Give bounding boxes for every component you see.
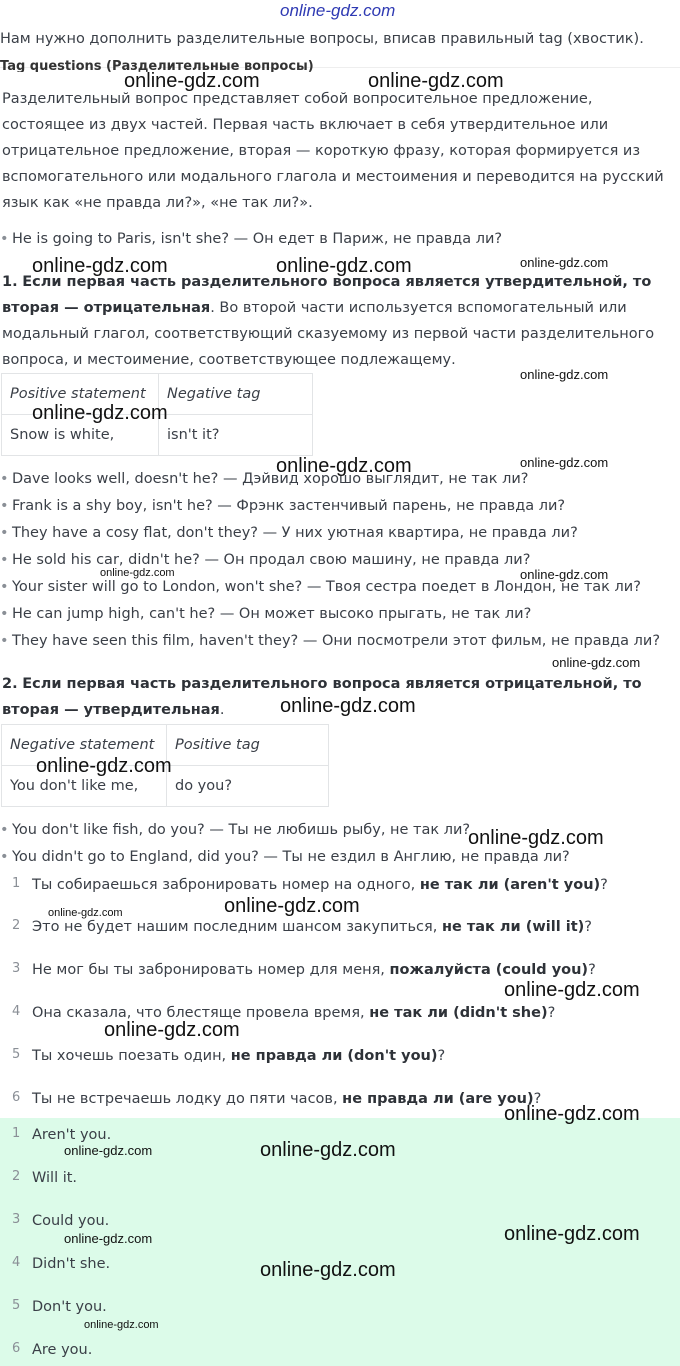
rule-2-bold: Если первая часть разделительного вопроса является отрицательной, то вторая — утвердительная <box>2 676 642 718</box>
watermark: online-gdz.com <box>260 1139 396 1161</box>
answer-number: 3 <box>12 1212 21 1227</box>
list-item: • Your sister will go to London, won't she? — Твоя сестра поедет в Лондон, не так ли? <box>12 574 676 600</box>
list-item: • He can jump high, can't he? — Он может высоко прыгать, не так ли? <box>12 601 676 627</box>
list-item: • They have seen this film, haven't they? — Они посмотрели этот фильм, не правда ли? <box>12 628 676 654</box>
task-item <box>0 916 680 938</box>
rule-1-number: 1. <box>2 274 18 290</box>
watermark: online-gdz.com <box>224 895 360 917</box>
answer-text: Could you. <box>32 1213 110 1229</box>
table1-cell-2: isn't it? <box>159 415 313 456</box>
task-text: Это не будет нашим последним шансом закупиться, не так ли (will it)? <box>32 919 592 935</box>
answer-item <box>0 1339 680 1361</box>
watermark: online-gdz.com <box>520 567 609 582</box>
task-item <box>0 1045 680 1067</box>
table2-header-1: Negative statement <box>2 725 167 766</box>
task-number: 6 <box>12 1090 21 1105</box>
definition-paragraph: Разделительный вопрос представляет собой вопросительное предложение, состоящее из двух частей. Первая часть включает в себя утвердительное или отрицательное предложение, вторая — короткую фразу, которая формируется из вспомогательного или модального глагола и местоимения и переводится на русский язык как «не правда ли?», «не так ли?». <box>2 91 664 211</box>
list-item: • You didn't go to England, did you? — Ты не ездил в Англию, не правда ли? <box>12 844 676 870</box>
watermark: online-gdz.com <box>32 402 168 424</box>
task-text: Ты хочешь поезать один, не правда ли (don't you)? <box>32 1048 446 1064</box>
watermark: online-gdz.com <box>368 70 504 92</box>
section-heading-cut: Tag questions (Разделительные вопросы) <box>0 60 314 72</box>
watermark: online-gdz.com <box>100 567 175 579</box>
top-watermark: online-gdz.com <box>280 1 396 20</box>
watermark: online-gdz.com <box>124 70 260 92</box>
list-item: • You don't like fish, do you? — Ты не любишь рыбу, не так ли? <box>12 817 676 843</box>
table2-header-2: Positive tag <box>167 725 329 766</box>
task-item <box>0 874 680 896</box>
task-number: 3 <box>12 961 21 976</box>
example-bullet: • He is going to Paris, isn't she? — Он едет в Париж, не правда ли? <box>12 226 676 252</box>
answer-number: 4 <box>12 1255 21 1270</box>
watermark: online-gdz.com <box>48 907 123 919</box>
watermark: online-gdz.com <box>276 455 412 477</box>
task-item <box>0 1002 680 1024</box>
watermark: online-gdz.com <box>104 1019 240 1041</box>
watermark: online-gdz.com <box>468 827 604 849</box>
watermark: online-gdz.com <box>504 1223 640 1245</box>
list-item: • They have a cosy flat, don't they? — У них уютная квартира, не правда ли? <box>12 520 676 546</box>
watermark: online-gdz.com <box>36 755 172 777</box>
table1-cell-1: Snow is white, <box>2 415 159 456</box>
answer-item <box>0 1296 680 1318</box>
watermark: online-gdz.com <box>64 1143 153 1158</box>
rule-1-rest: . Во второй части используется вспомогательный или модальный глагол, соответствующий сказуемому из первой части разделительного вопроса, и местоимение, соответствующее подлежащему. <box>2 300 655 368</box>
watermark: online-gdz.com <box>552 655 641 670</box>
task-number: 4 <box>12 1004 21 1019</box>
table1-header-2: Negative tag <box>159 374 313 415</box>
task-text: Не мог бы ты забронировать номер для меня, пожалуйста (could you)? <box>32 962 596 978</box>
table2-cell-1: You don't like me, <box>2 766 167 807</box>
table2-cell-2: do you? <box>167 766 329 807</box>
task-item <box>0 959 680 981</box>
watermark: online-gdz.com <box>504 979 640 1001</box>
answer-item <box>0 1167 680 1189</box>
watermark: online-gdz.com <box>520 255 609 270</box>
answer-text: Aren't you. <box>32 1127 112 1143</box>
answer-text: Didn't she. <box>32 1256 111 1272</box>
watermark: online-gdz.com <box>280 695 416 717</box>
table1-header-1: Positive statement <box>2 374 159 415</box>
watermark: online-gdz.com <box>520 367 609 382</box>
answer-text: Are you. <box>32 1342 93 1358</box>
rule-2-number: 2. <box>2 676 18 692</box>
watermark: online-gdz.com <box>260 1259 396 1281</box>
watermark: online-gdz.com <box>32 255 168 277</box>
answer-number: 1 <box>12 1126 21 1141</box>
answer-number: 2 <box>12 1169 21 1184</box>
task-number: 1 <box>12 876 21 891</box>
watermark: online-gdz.com <box>64 1231 153 1246</box>
answer-number: 6 <box>12 1341 21 1356</box>
answer-number: 5 <box>12 1298 21 1313</box>
task-text: Ты не встречаешь лодку до пяти часов, не правда ли (are you)? <box>32 1091 542 1107</box>
watermark: online-gdz.com <box>84 1319 159 1331</box>
list-item: • Dave looks well, doesn't he? — Дэйвид хорошо выглядит, не так ли? <box>12 466 676 492</box>
watermark: online-gdz.com <box>520 455 609 470</box>
answer-text: Don't you. <box>32 1299 107 1315</box>
watermark: online-gdz.com <box>276 255 412 277</box>
watermark: online-gdz.com <box>504 1103 640 1125</box>
rule-2-rest: . <box>219 702 225 718</box>
task-number: 2 <box>12 918 21 933</box>
rule-1 <box>2 269 678 373</box>
rule-1-bold: Если первая часть разделительного вопроса является утвердительной, то вторая — отрицательная <box>2 274 652 316</box>
task-text: Она сказала, что блестяще провела время, не так ли (didn't she)? <box>32 1005 556 1021</box>
task-number: 5 <box>12 1047 21 1062</box>
list-item: • He sold his car, didn't he? — Он продал свою машину, не правда ли? <box>12 547 676 573</box>
list-item: • Frank is a shy boy, isn't he? — Фрэнк застенчивый парень, не правда ли? <box>12 493 676 519</box>
answer-text: Will it. <box>32 1170 78 1186</box>
intro-text: Нам нужно дополнить разделительные вопросы, вписав правильный tag (хвостик). <box>0 31 644 47</box>
task-text: Ты собираешься забронировать номер на одного, не так ли (aren't you)? <box>32 877 608 893</box>
